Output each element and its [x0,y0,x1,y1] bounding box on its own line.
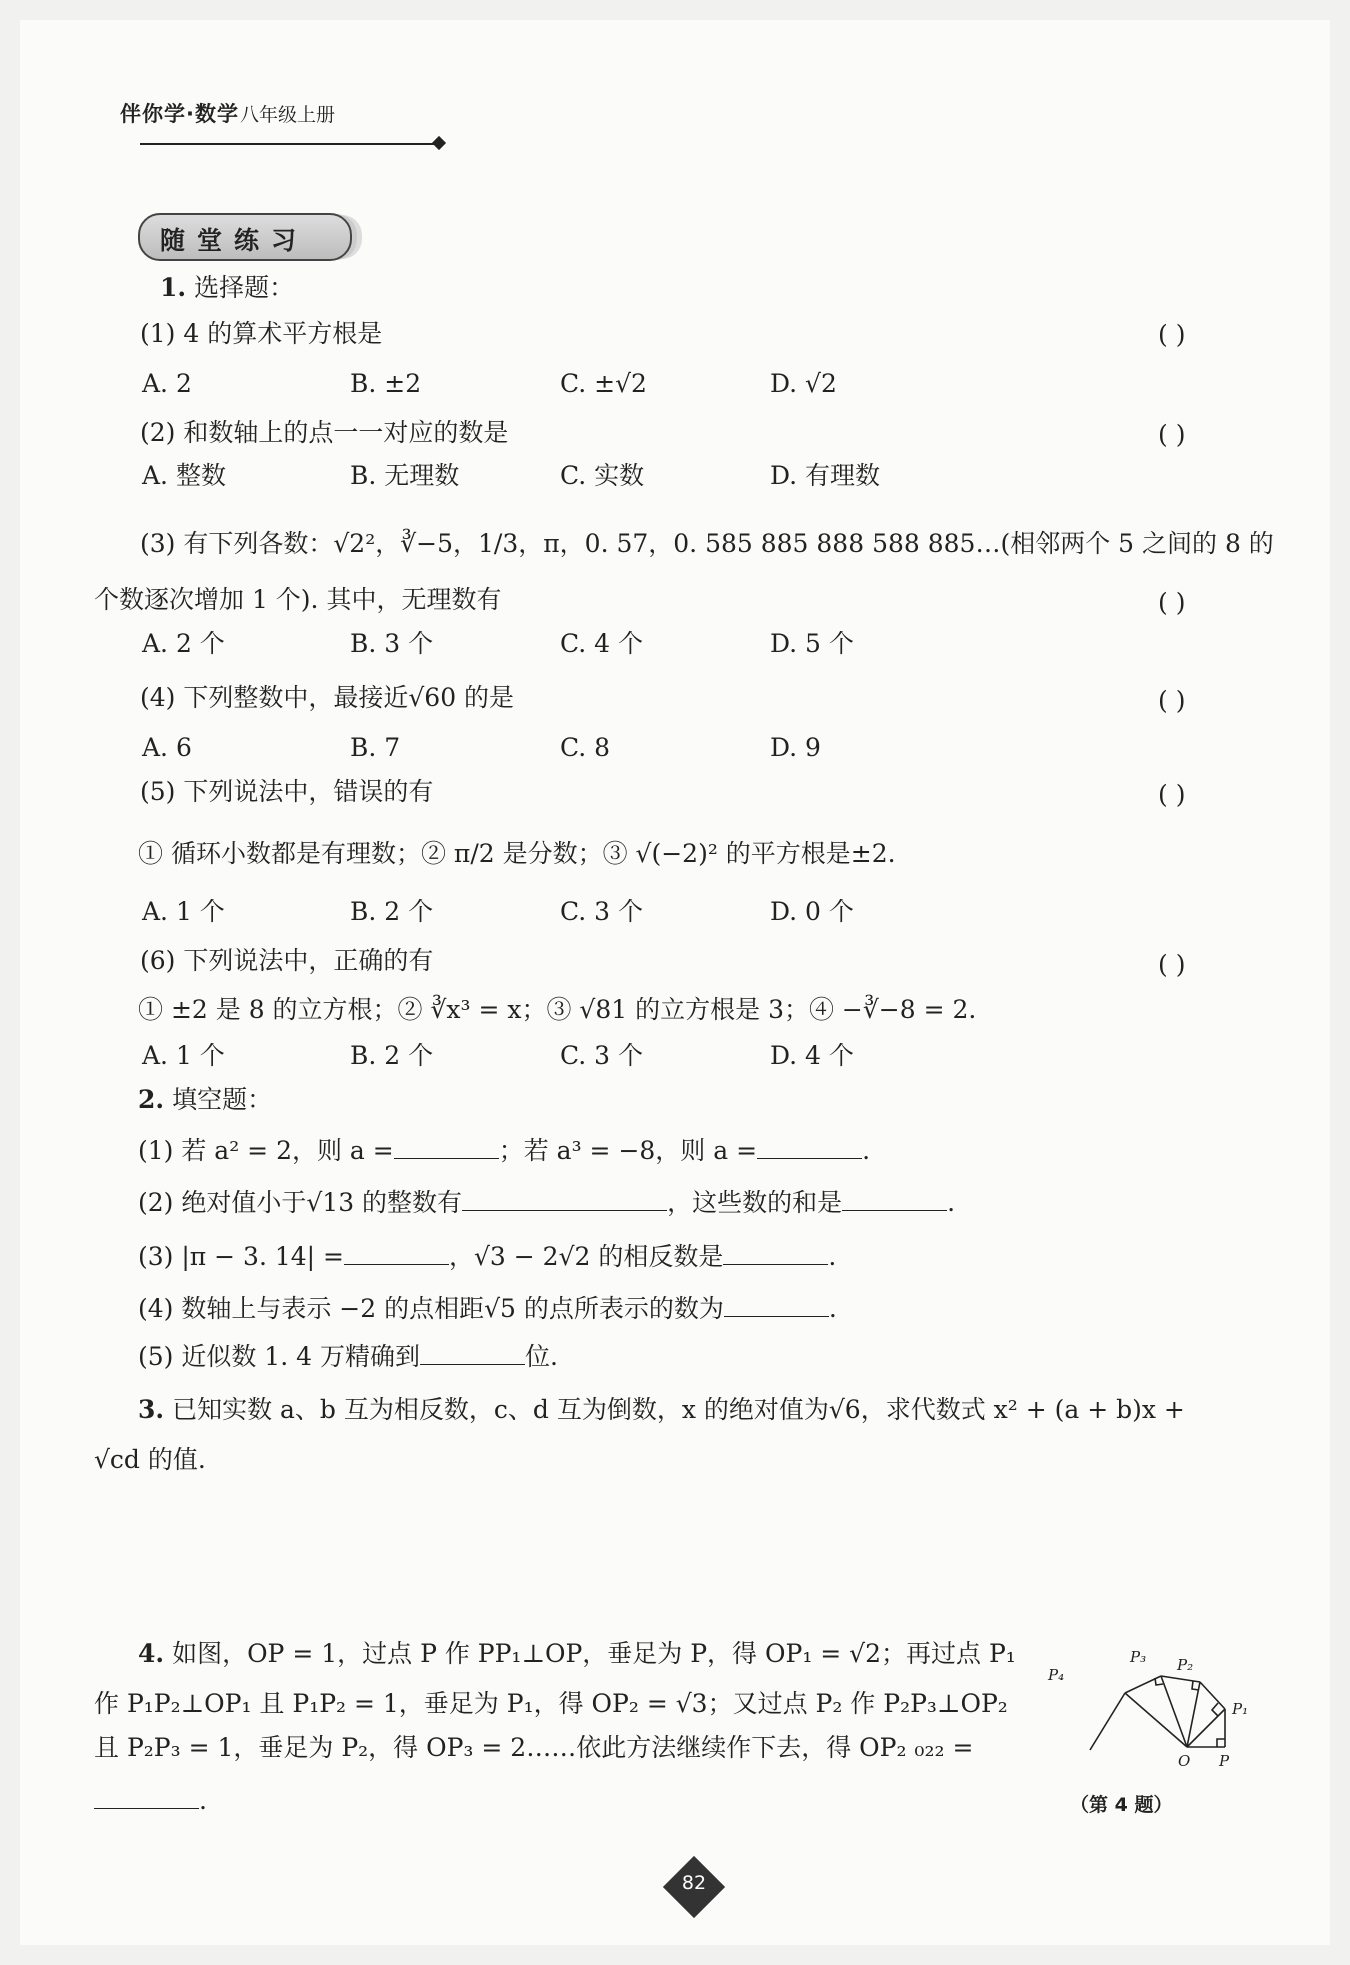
figure-label-P: P [1219,1752,1230,1770]
q1-5-answer-paren[interactable]: ( ) [1158,780,1186,809]
q1-4-option-b[interactable]: B. 7 [350,733,401,762]
q1-2-option-d[interactable]: D. 有理数 [770,461,881,490]
q1-5-option-c[interactable]: C. 3 个 [560,897,643,926]
q1-1-option-d[interactable]: D. √2 [770,369,837,398]
q1-title: 选择题： [194,273,295,302]
q2-3-text-a: (3) |π − 3. 14| = [138,1242,344,1271]
header-diamond-icon [432,136,446,150]
q2-2-blank-2[interactable] [842,1184,947,1211]
section-badge [138,213,352,261]
q1-4-stem: (4) 下列整数中，最接近√60 的是 [140,683,515,712]
q2-5-blank-1[interactable] [420,1338,525,1365]
q1-5-stem: (5) 下列说法中，错误的有 [140,777,434,806]
q2-line-1 [138,1132,870,1167]
q1-6-option-c[interactable]: C. 3 个 [560,1041,643,1070]
q4-figure-spiral [1025,1600,1275,1790]
q2-5-text-c: 位. [524,1342,558,1371]
header-rule [140,143,440,145]
q2-3-blank-2[interactable] [723,1238,828,1265]
q2-1-text-c: . [862,1136,871,1165]
q1-2-option-b[interactable]: B. 无理数 [350,461,460,490]
q1-2-stem: (2) 和数轴上的点一一对应的数是 [140,418,509,447]
q1-1-option-b[interactable]: B. ±2 [350,369,422,398]
q1-3-option-d[interactable]: D. 5 个 [770,629,854,658]
q1-1-option-a[interactable]: A. 2 [142,369,192,398]
q2-1-text-b: ；若 a³ = −8，则 a = [498,1136,758,1165]
q2-3-text-b: ，√3 − 2√2 的相反数是 [448,1242,724,1271]
q1-1-option-c[interactable]: C. ±√2 [560,369,647,398]
q2-4-text-a: (4) 数轴上与表示 −2 的点相距√5 的点所表示的数为 [138,1294,724,1323]
q1-1-answer-paren[interactable]: ( ) [1158,320,1186,349]
figure-label-O: O [1178,1752,1191,1770]
q2-line-4 [138,1290,837,1325]
figure-label-P1: P₁ [1232,1700,1249,1718]
q1-4-option-a[interactable]: A. 6 [142,733,192,762]
q4-line-4 [94,1782,207,1817]
page [20,20,1330,1945]
q1-5-option-d[interactable]: D. 0 个 [770,897,854,926]
q1-6-option-a[interactable]: A. 1 个 [142,1041,225,1070]
q2-line-2 [138,1184,955,1219]
q2-1-blank-1[interactable] [394,1132,499,1159]
q1-3-stem: (3) 有下列各数：√2²，∛−5，1/3，π，0. 57，0. 585 885 888 588 885…(相邻两个 5 之间的 8 的 [140,529,1274,558]
figure-caption: （第 4 题） [1070,1794,1173,1816]
q2-line-3 [138,1238,836,1273]
figure-label-P3: P₃ [1130,1648,1147,1666]
q1-6-answer-paren[interactable]: ( ) [1158,950,1186,979]
q3-text-1: 已知实数 a、b 互为相反数，c、d 互为倒数，x 的绝对值为√6，求代数式 x² + (a + b)x + [172,1395,1185,1424]
book-subtitle: 八年级上册 [240,104,336,126]
q2-5-text-a: (5) 近似数 1. 4 万精确到 [138,1342,420,1371]
book-title: 伴你学·数学 [120,102,239,126]
q2-3-text-c: . [828,1242,837,1271]
q1-2-answer-paren[interactable]: ( ) [1158,420,1186,449]
q1-2-option-a[interactable]: A. 整数 [142,461,226,490]
segment-P2P3 [1161,1676,1200,1682]
q2-2-text-a: (2) 绝对值小于√13 的整数有 [138,1188,463,1217]
segment-continuation [1090,1693,1125,1750]
q1-3-option-b[interactable]: B. 3 个 [350,629,434,658]
q1-3-stem-continued: 个数逐次增加 1 个). 其中，无理数有 [94,585,502,614]
q4-text-1: 如图，OP = 1，过点 P 作 PP₁⊥OP，垂足为 P，得 OP₁ = √2；再过点 P₁ [172,1639,1016,1668]
q1-1-stem: (1) 4 的算术平方根是 [140,319,383,348]
q2-heading [138,1084,272,1116]
q1-4-option-d[interactable]: D. 9 [770,733,821,762]
q1-3-option-c[interactable]: C. 4 个 [560,629,643,658]
q2-4-blank-1[interactable] [724,1290,829,1317]
q1-2-option-c[interactable]: C. 实数 [560,461,645,490]
q2-4-text-c: . [828,1294,837,1323]
q1-3-answer-paren[interactable]: ( ) [1158,588,1186,617]
q1-6-statements: ① ±2 是 8 的立方根；② ∛x³ = x；③ √81 的立方根是 3；④ −∛−8 = 2. [138,995,977,1024]
q2-line-5 [138,1338,558,1373]
q1-5-option-b[interactable]: B. 2 个 [350,897,434,926]
q3-line-2: √cd 的值. [94,1445,206,1474]
q2-number: 2. [138,1085,165,1114]
q2-title: 填空题： [172,1085,273,1114]
q4-answer-blank[interactable] [94,1782,199,1809]
q1-6-option-b[interactable]: B. 2 个 [350,1041,434,1070]
q1-6-stem: (6) 下列说法中，正确的有 [140,946,434,975]
right-angle-P1 [1212,1703,1218,1716]
q1-5-statements: ① 循环小数都是有理数；② π/2 是分数；③ √(−2)² 的平方根是±2. [138,839,896,868]
q4-line-1 [138,1638,1016,1670]
q3-line-1 [138,1394,1185,1426]
segment-OP2 [1187,1682,1200,1747]
q1-6-option-d[interactable]: D. 4 个 [770,1041,854,1070]
q3-number: 3. [138,1395,165,1424]
q1-4-answer-paren[interactable]: ( ) [1158,686,1186,715]
page-number: 82 [681,1872,707,1894]
figure-label-P2: P₂ [1177,1656,1194,1674]
right-angle-P [1217,1739,1225,1747]
q1-number: 1. [160,273,187,302]
figure-label-P4: P₄ [1048,1666,1065,1684]
q4-line-3: 且 P₂P₃ = 1，垂足为 P₂，得 OP₃ = 2……依此方法继续作下去，得 OP₂ ₀₂₂ = [94,1733,974,1762]
q2-1-text-a: (1) 若 a² = 2，则 a = [138,1136,394,1165]
q2-1-blank-2[interactable] [757,1132,862,1159]
q1-5-option-a[interactable]: A. 1 个 [142,897,225,926]
q2-2-text-c: . [947,1188,956,1217]
q1-heading [160,272,294,304]
section-title: 随堂练习 [160,226,309,255]
q4-line-2: 作 P₁P₂⊥OP₁ 且 P₁P₂ = 1，垂足为 P₁，得 OP₂ = √3；又过点 P₂ 作 P₂P₃⊥OP₂ [94,1689,1008,1718]
q1-3-option-a[interactable]: A. 2 个 [142,629,225,658]
segment-P1P2 [1200,1682,1225,1709]
q2-2-text-b: ，这些数的和是 [667,1188,843,1217]
q2-3-blank-1[interactable] [344,1238,449,1265]
q2-2-blank-1[interactable] [462,1184,667,1211]
q4-line-4-end: . [199,1786,207,1815]
q1-4-option-c[interactable]: C. 8 [560,733,611,762]
q4-number: 4. [138,1639,165,1668]
